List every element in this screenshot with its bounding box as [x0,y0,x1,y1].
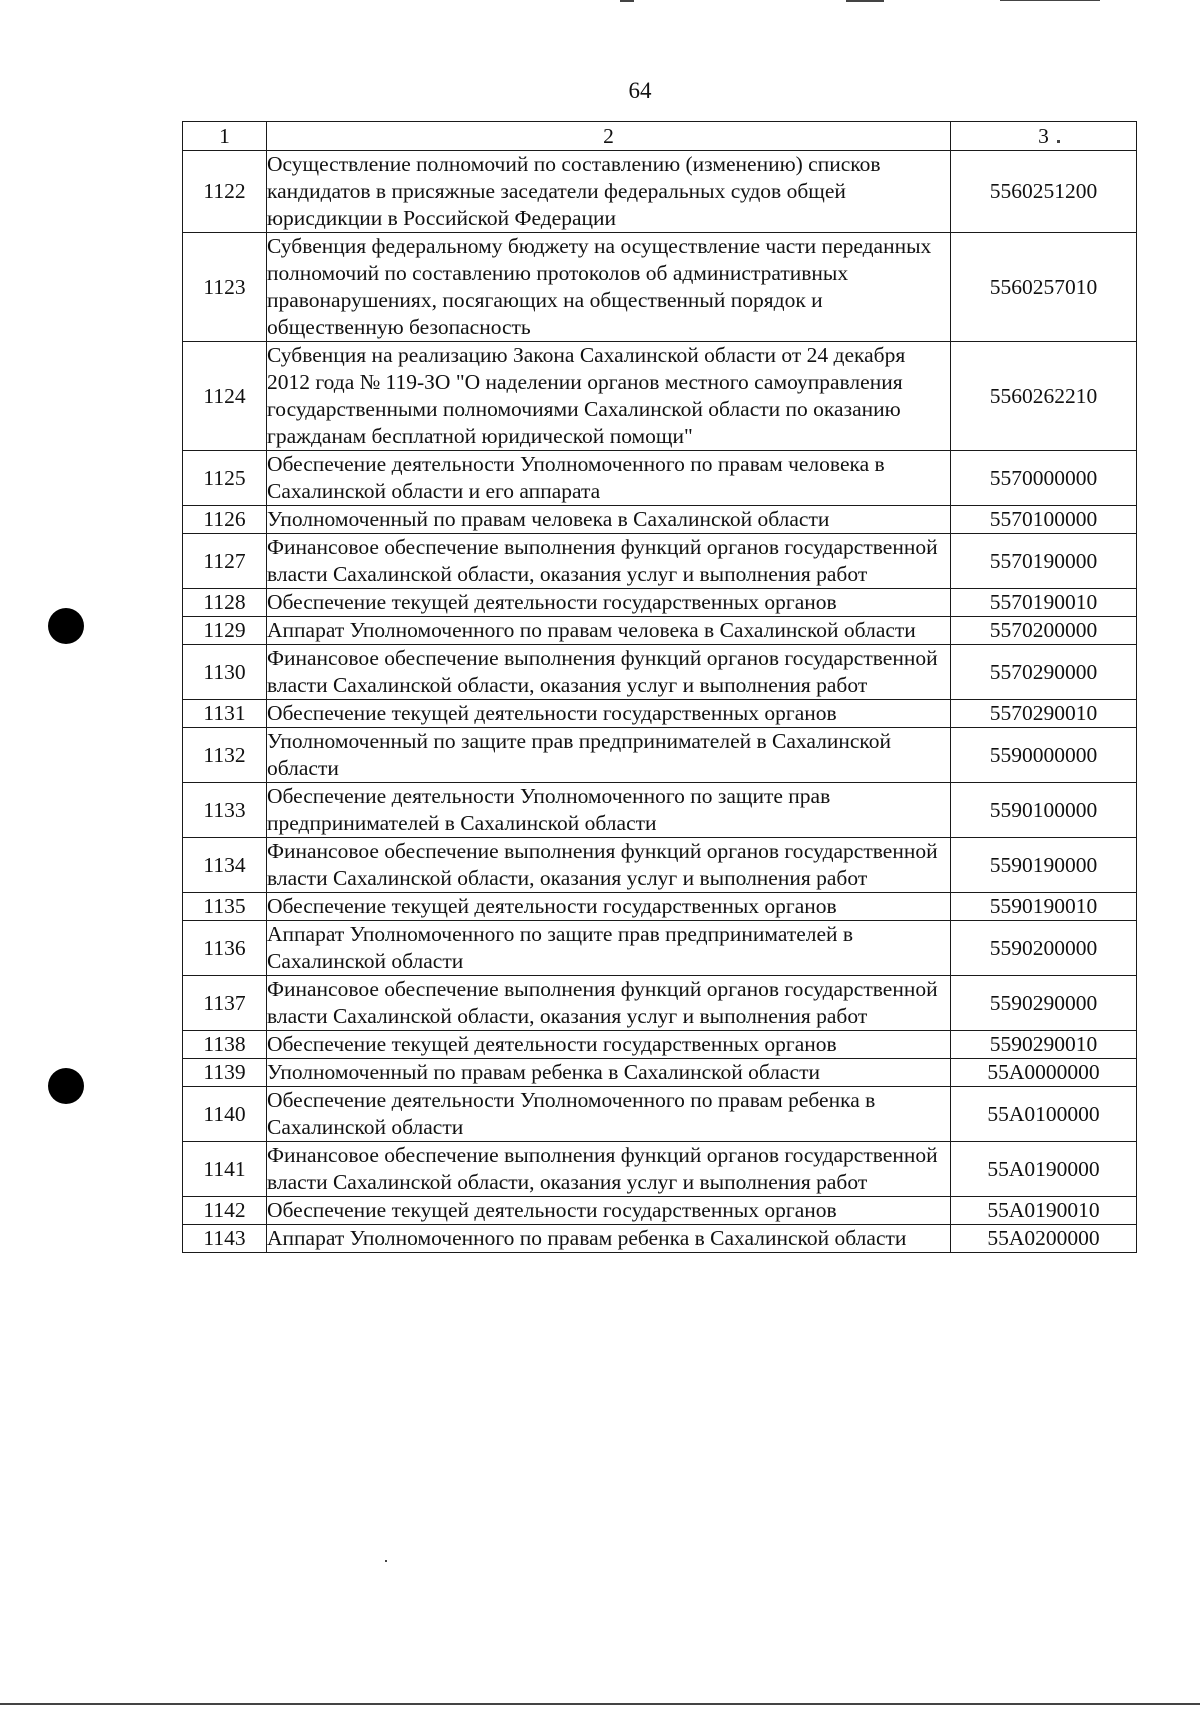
row-number: 1122 [183,151,267,233]
row-code: 5570190010 [951,589,1137,617]
table-row [183,506,1137,534]
row-code: 55А0190010 [951,1197,1137,1225]
scan-mark [385,1560,387,1562]
row-number: 1127 [183,534,267,589]
row-number: 1132 [183,728,267,783]
row-code: 5560251200 [951,151,1137,233]
table-row [183,589,1137,617]
row-description: Уполномоченный по защите прав предпринимателей в Сахалинской области [267,728,951,783]
row-description: Обеспечение текущей деятельности государственных органов [267,589,951,617]
table-row [183,1197,1137,1225]
row-number: 1142 [183,1197,267,1225]
row-code: 5570290000 [951,645,1137,700]
punch-hole-icon [48,1068,84,1104]
row-code: 5590000000 [951,728,1137,783]
row-description: Обеспечение деятельности Уполномоченного по правам ребенка в Сахалинской области [267,1087,951,1142]
row-number: 1138 [183,1031,267,1059]
row-number: 1128 [183,589,267,617]
table-row [183,1031,1137,1059]
row-number: 1125 [183,451,267,506]
table-row [183,1142,1137,1197]
row-description: Обеспечение текущей деятельности государственных органов [267,700,951,728]
row-description: Финансовое обеспечение выполнения функций органов государственной власти Сахалинской области, оказания услуг и выполнения работ [267,645,951,700]
row-number: 1130 [183,645,267,700]
column-header-number: 1 [183,122,267,151]
table-row [183,893,1137,921]
row-description: Обеспечение текущей деятельности государственных органов [267,893,951,921]
row-number: 1123 [183,233,267,342]
row-code: 5590190000 [951,838,1137,893]
table-row [183,645,1137,700]
row-description: Субвенция на реализацию Закона Сахалинской области от 24 декабря 2012 года № 119-ЗО "О наделении органов местного самоуправления государственными полномочиями Сахалинской области по оказанию гражданам бесплатной юридической помощи" [267,342,951,451]
punch-hole-icon [48,608,84,644]
table-row [183,451,1137,506]
row-number: 1124 [183,342,267,451]
row-number: 1140 [183,1087,267,1142]
row-description: Аппарат Уполномоченного по защите прав предпринимателей в Сахалинской области [267,921,951,976]
row-number: 1141 [183,1142,267,1197]
table-row [183,728,1137,783]
table-row [183,1059,1137,1087]
table-header-row [183,122,1137,151]
row-code: 5590290010 [951,1031,1137,1059]
row-code: 5570000000 [951,451,1137,506]
row-description: Финансовое обеспечение выполнения функций органов государственной власти Сахалинской области, оказания услуг и выполнения работ [267,976,951,1031]
row-number: 1134 [183,838,267,893]
row-code: 55А0190000 [951,1142,1137,1197]
row-description: Обеспечение деятельности Уполномоченного по защите прав предпринимателей в Сахалинской области [267,783,951,838]
row-code: 5570200000 [951,617,1137,645]
row-description: Обеспечение текущей деятельности государственных органов [267,1031,951,1059]
scan-mark [1000,0,1100,1]
row-code: 5590290000 [951,976,1137,1031]
row-code: 5590200000 [951,921,1137,976]
row-code: 55А0000000 [951,1059,1137,1087]
row-number: 1129 [183,617,267,645]
row-description: Осуществление полномочий по составлению (изменению) списков кандидатов в присяжные заседатели федеральных судов общей юрисдикции в Российской Федерации [267,151,951,233]
table-body [183,151,1137,1253]
row-code: 5570190000 [951,534,1137,589]
table-row [183,1087,1137,1142]
row-code: 5570100000 [951,506,1137,534]
row-code: 55А0100000 [951,1087,1137,1142]
row-number: 1135 [183,893,267,921]
table-row [183,233,1137,342]
table-row [183,342,1137,451]
table-row [183,617,1137,645]
scan-edge [0,1703,1200,1705]
row-number: 1143 [183,1225,267,1253]
column-header-description: 2 [267,122,951,151]
table-row [183,534,1137,589]
table-row [183,700,1137,728]
row-number: 1136 [183,921,267,976]
table-row [183,783,1137,838]
row-description: Обеспечение деятельности Уполномоченного по правам человека в Сахалинской области и его аппарата [267,451,951,506]
table-row [183,921,1137,976]
row-number: 1139 [183,1059,267,1087]
scan-mark [620,0,634,2]
row-description: Субвенция федеральному бюджету на осуществление части переданных полномочий по составлению протоколов об административных правонарушениях, посягающих на общественный порядок и общественную безопасность [267,233,951,342]
row-description: Обеспечение текущей деятельности государственных органов [267,1197,951,1225]
row-description: Финансовое обеспечение выполнения функций органов государственной власти Сахалинской области, оказания услуг и выполнения работ [267,838,951,893]
code-table [182,121,1137,1253]
row-description: Уполномоченный по правам человека в Сахалинской области [267,506,951,534]
row-number: 1133 [183,783,267,838]
column-header-code: 3 [951,122,1137,151]
row-code: 5560257010 [951,233,1137,342]
row-description: Аппарат Уполномоченного по правам ребенка в Сахалинской области [267,1225,951,1253]
table-row [183,1225,1137,1253]
row-code: 55А0200000 [951,1225,1137,1253]
scan-mark [846,0,884,2]
table-row [183,151,1137,233]
row-number: 1137 [183,976,267,1031]
table-row [183,976,1137,1031]
row-description: Аппарат Уполномоченного по правам человека в Сахалинской области [267,617,951,645]
row-code: 5590190010 [951,893,1137,921]
row-code: 5570290010 [951,700,1137,728]
row-number: 1126 [183,506,267,534]
row-description: Финансовое обеспечение выполнения функций органов государственной власти Сахалинской области, оказания услуг и выполнения работ [267,1142,951,1197]
row-description: Финансовое обеспечение выполнения функций органов государственной власти Сахалинской области, оказания услуг и выполнения работ [267,534,951,589]
table-row [183,838,1137,893]
row-number: 1131 [183,700,267,728]
row-code: 5560262210 [951,342,1137,451]
page-number: 64 [628,78,652,103]
row-description: Уполномоченный по правам ребенка в Сахалинской области [267,1059,951,1087]
row-code: 5590100000 [951,783,1137,838]
